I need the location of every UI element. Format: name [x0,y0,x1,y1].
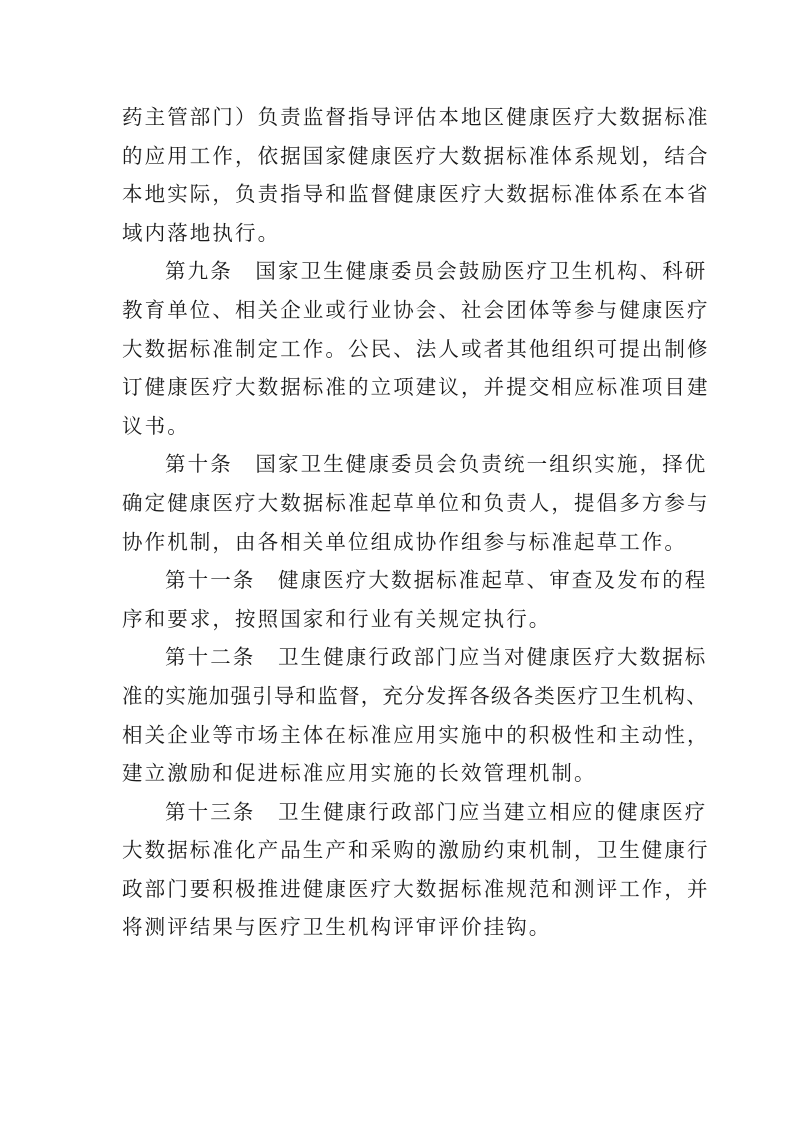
article-13 [122,793,710,947]
text-line: 第十三条 卫生健康行政部门应当建立相应的健康医疗 [165,799,708,824]
text-line: 建立激励和促进标准应用实施的长效管理机制。 [122,761,597,786]
text-line: 第十二条 卫生健康行政部门应当对健康医疗大数据标 [165,645,708,670]
article-9 [122,252,710,445]
text-line: 药主管部门）负责监督指导评估本地区健康医疗大数据标准 [122,105,710,129]
text-line: 协作机制，由各相关单位组成协作组参与标准起草工作。 [122,529,687,554]
text-line: 第九条 国家卫生健康委员会鼓励医疗卫生机构、科研 [165,259,708,284]
text-line: 议书。 [122,413,190,438]
text-line: 相关企业等市场主体在标准应用实施中的积极性和主动性， [122,722,710,747]
text-line: 大数据标准化产品生产和采购的激励约束机制，卫生健康行 [122,838,710,863]
text-line: 域内落地执行。 [122,220,281,245]
text-line: 第十条 国家卫生健康委员会负责统一组织实施，择优 [165,452,708,477]
paragraph-1 [122,98,710,252]
text-line: 第十一条 健康医疗大数据标准起草、审查及发布的程 [165,568,708,593]
text-line: 准的实施加强引导和监督，充分发挥各级各类医疗卫生机构、 [122,683,708,708]
text-line: 将测评结果与医疗卫生机构评审评价挂钩。 [122,915,552,940]
text-line: 订健康医疗大数据标准的立项建议，并提交相应标准项目建 [122,375,710,400]
text-line: 教育单位、相关企业或行业协会、社会团体等参与健康医疗 [122,297,710,322]
article-12 [122,638,710,792]
text-line: 序和要求，按照国家和行业有关规定执行。 [122,606,552,631]
text-line: 本地实际，负责指导和监督健康医疗大数据标准体系在本省 [122,182,710,207]
text-line: 大数据标准制定工作。公民、法人或者其他组织可提出制修 [122,336,710,361]
document-body [122,98,710,947]
article-11 [122,561,708,638]
text-line: 政部门要积极推进健康医疗大数据标准规范和测评工作，并 [122,876,710,901]
text-line: 的应用工作，依据国家健康医疗大数据标准体系规划，结合 [122,143,710,168]
text-line: 确定健康医疗大数据标准起草单位和负责人，提倡多方参与 [122,490,710,515]
article-10 [122,445,710,561]
